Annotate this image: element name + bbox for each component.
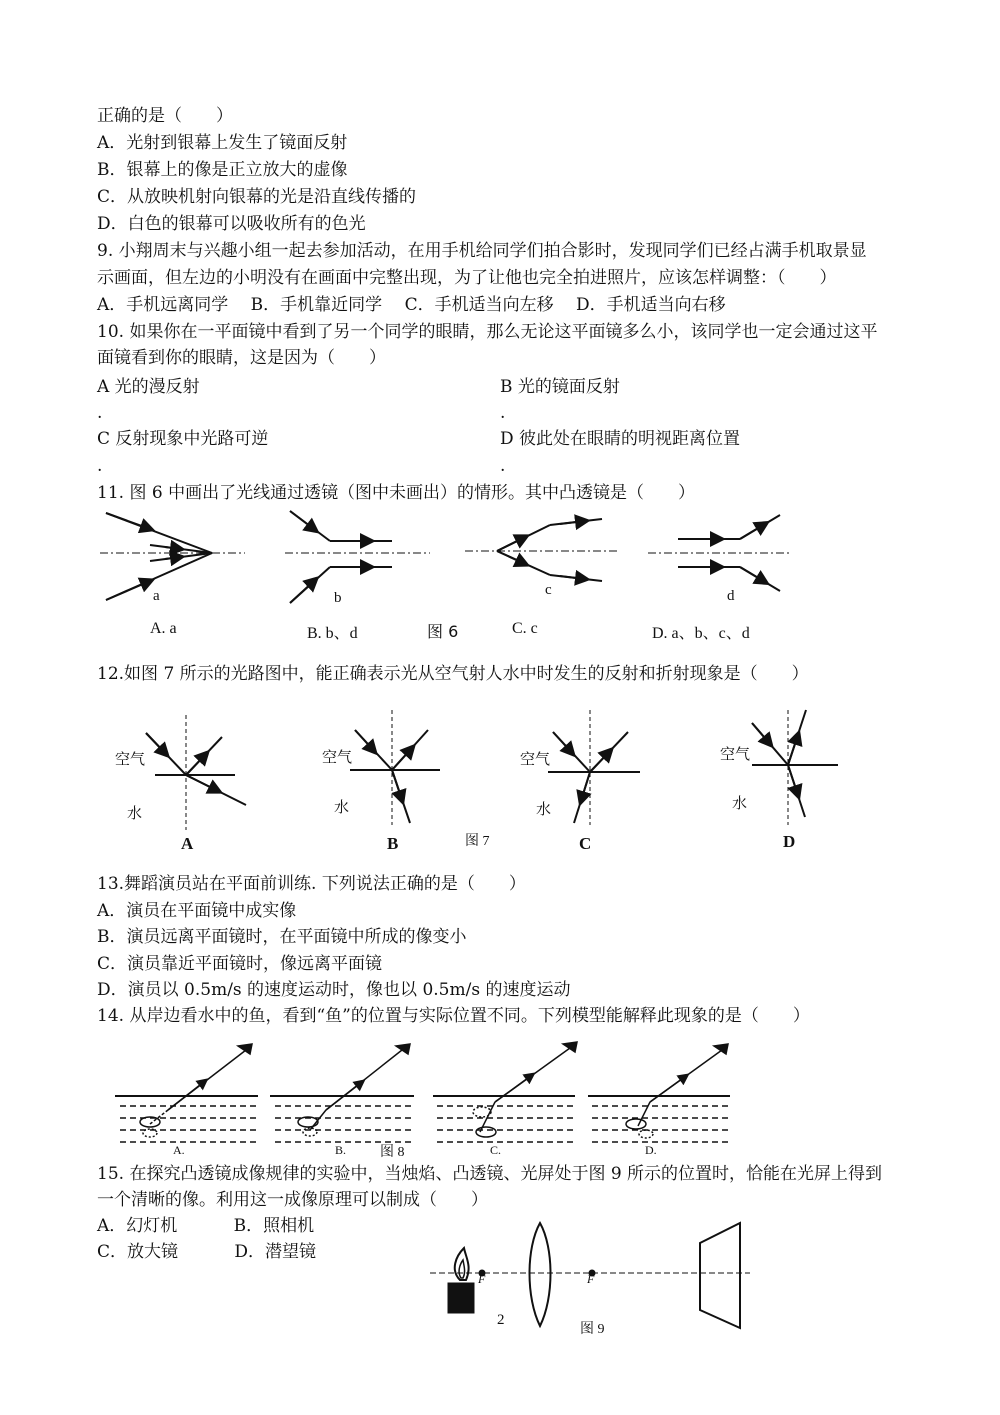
fig6-sub-a: a [153,588,160,604]
q12-stem: 12.如图 7 所示的光路图中，能正确表示光从空气射人水中时发生的反射和折射现象是（ ） [97,664,809,684]
fig6-sub-b: b [334,590,342,606]
q14-stem: 14. 从岸边看水中的鱼，看到“鱼”的位置与实际位置不同。下列模型能解释此现象的是（ ） [97,1006,810,1026]
fig8-caption: 图 8 [380,1145,405,1160]
figure-8 [0,1040,1000,1155]
q9-stem-line1: 9. 小翔周末与兴趣小组一起去参加活动，在用手机给同学们拍合影时，发现同学们已经占满手机取景显 [97,241,867,261]
fig7c-water-label: 水 [536,800,552,818]
fig7a-air-label: 空气 [115,750,146,768]
q15-options-ab: A．幻灯机 B．照相机 [97,1216,315,1236]
dot: . [97,456,103,476]
q9-stem-line2: 示画面，但左边的小明没有在画面中完整出现，为了让他也完全拍进照片，应该怎样调整：（ ） [97,268,837,288]
q13-option-a: A．演员在平面镜中成实像 [97,901,297,921]
figure-7 [0,705,1000,835]
q8-option-a: A．光射到银幕上发生了镜面反射 [97,133,348,153]
q13-option-b: B．演员远离平面镜时，在平面镜中所成的像变小 [97,927,467,947]
fig7d-air-label: 空气 [720,745,751,763]
q13-option-d: D．演员以 0.5m/s 的速度运动时，像也以 0.5m/s 的速度运动 [97,980,571,1000]
fig8-letter-a: A. [173,1143,185,1157]
fig7-caption: 图 7 [465,834,490,849]
fig7-letter-a: A [181,834,194,853]
fig7-letter-b: B [387,834,399,853]
fig7-letter-c: C [579,834,592,853]
q13-stem: 13.舞蹈演员站在平面前训练. 下列说法正确的是（ ） [97,874,526,894]
fig7c-air-label: 空气 [520,750,551,768]
fig6-caption: 图 6 [427,622,459,641]
q9-options: A．手机远离同学 B．手机靠近同学 C．手机适当向左移 D．手机适当向右移 [97,295,726,315]
q11-stem: 11. 图 6 中画出了光线通过透镜（图中未画出）的情形。其中凸透镜是（ ） [97,483,696,503]
q8-tail: 正确的是（ ） [97,106,233,126]
q10-option-d: D 彼此处在眼睛的明视距离位置 [500,429,741,449]
dot: . [500,403,506,423]
fig7b-water-label: 水 [334,798,350,816]
q11-choice-c: C. c [512,620,538,637]
q8-option-d: D．白色的银幕可以吸收所有的色光 [97,214,366,234]
fig7d-water-label: 水 [732,794,748,812]
q11-choice-d: D. a、b、c、d [652,625,750,642]
fig9-caption: 图 9 [580,1322,605,1337]
q15-options-cd: C．放大镜 D．潜望镜 [97,1242,317,1262]
fig8-letter-c: C. [490,1143,502,1157]
q10-stem-line1: 10. 如果你在一平面镜中看到了另一个同学的眼睛，那么无论这平面镜多么小，该同学也一定会通过这平 [97,322,878,342]
q10-option-b: B 光的镜面反射 [500,377,620,397]
fig7a-water-label: 水 [127,804,143,822]
q11-choice-a: A. a [150,620,177,637]
fig7-letter-d: D [783,832,796,851]
q13-option-c: C．演员靠近平面镜时，像远离平面镜 [97,954,383,974]
fig8-letter-d: D. [645,1143,657,1157]
fig9-focus-right: F [587,1272,595,1286]
q10-option-a: A 光的漫反射 [97,377,200,397]
q10-stem-line2: 面镜看到你的眼睛，这是因为（ ） [97,348,386,368]
fig9-focus-left: F [478,1272,486,1286]
q15-stem-line1: 15. 在探究凸透镜成像规律的实验中，当烛焰、凸透镜、光屏处于图 9 所示的位置时，恰能在光屏上得到 [97,1164,883,1184]
q10-option-c: C 反射现象中光路可逆 [97,429,269,449]
q8-option-b: B．银幕上的像是正立放大的虚像 [97,160,348,180]
fig6-sub-c: c [545,582,552,598]
fig6-sub-d: d [727,588,735,604]
fig7b-air-label: 空气 [322,748,353,766]
q15-stem-line2: 一个清晰的像。利用这一成像原理可以制成（ ） [97,1190,488,1210]
dot: . [500,456,506,476]
fig8-letter-b: B. [335,1143,347,1157]
q11-choice-b: B. b、d [307,625,358,642]
q8-option-c: C．从放映机射向银幕的光是沿直线传播的 [97,187,417,207]
page-number: 2 [497,1312,505,1328]
dot: . [97,403,103,423]
